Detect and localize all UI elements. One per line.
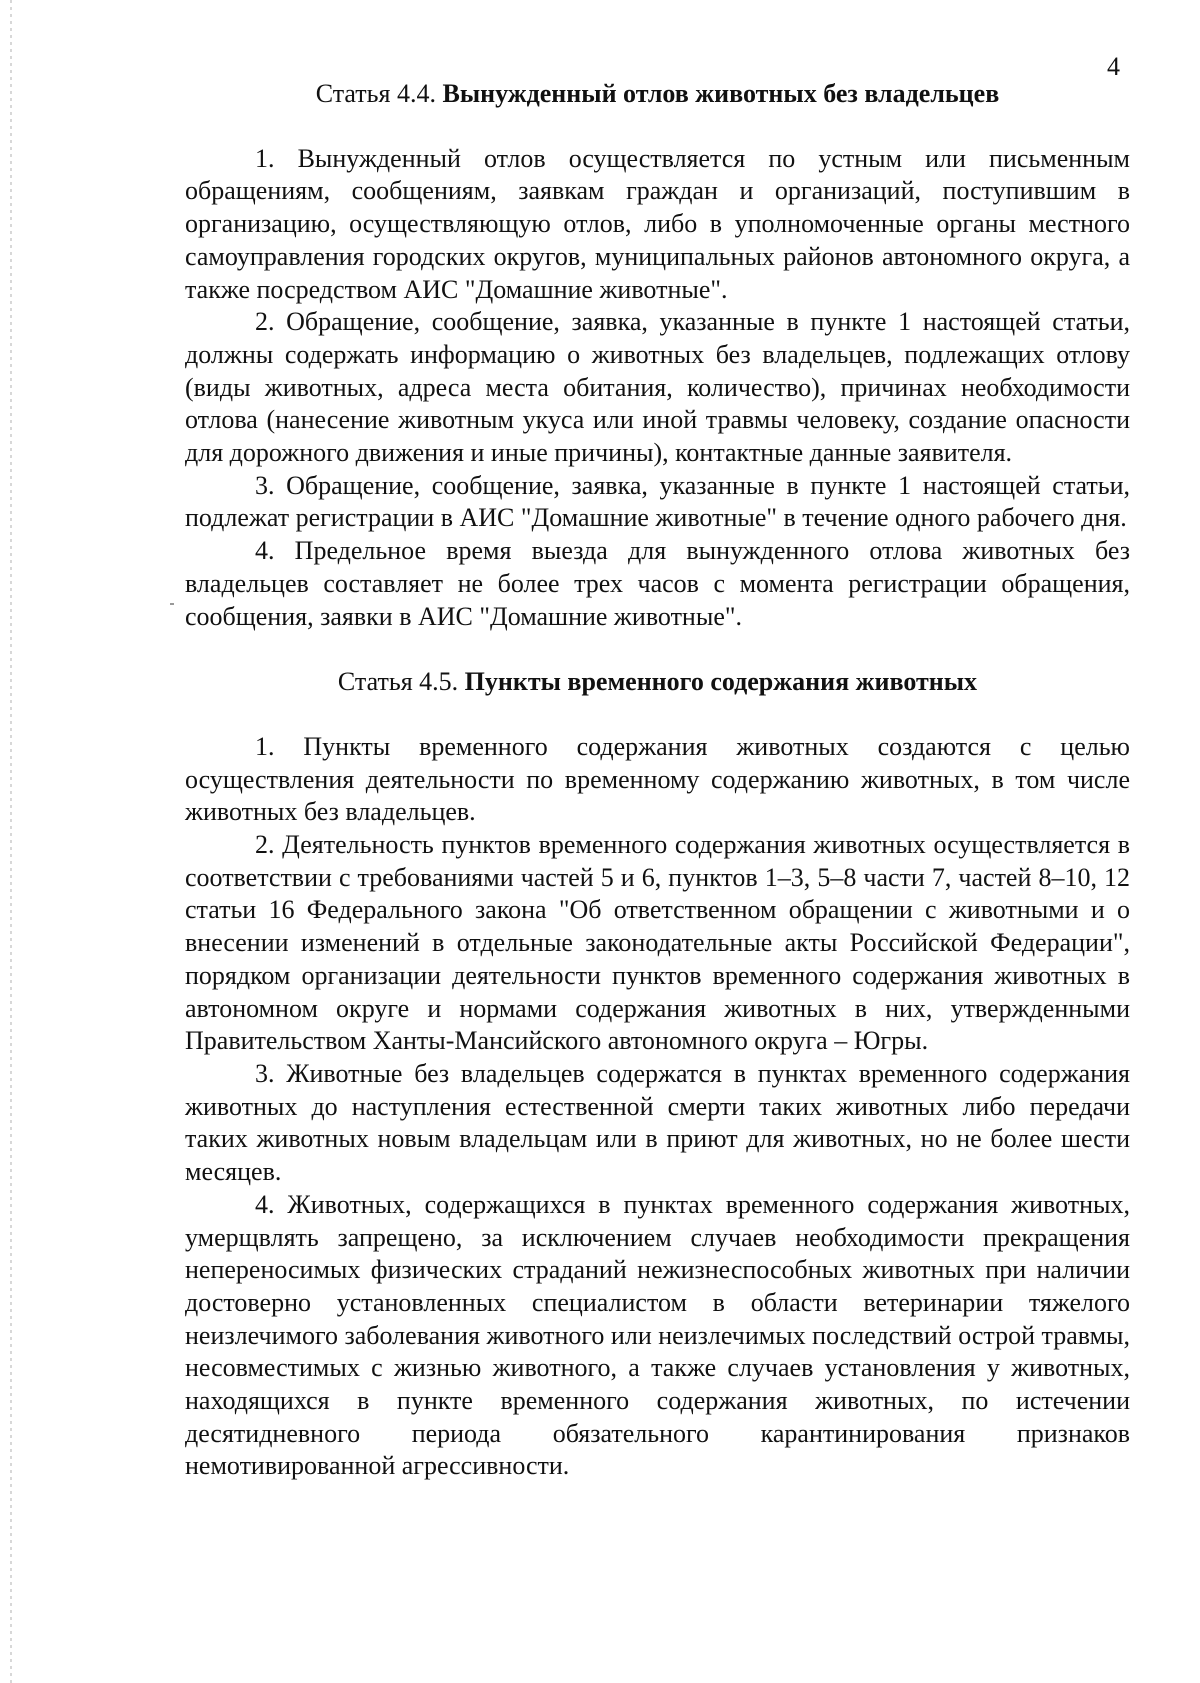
- page-number: 4: [1107, 52, 1120, 81]
- article-4-5-heading: [185, 666, 1130, 699]
- scan-edge-artifact: [10, 0, 12, 1683]
- article-4-4-heading-title: Вынужденный отлов животных без владельцев: [442, 79, 1000, 108]
- article-4-4-paragraph-3: 3. Обращение, сообщение, заявка, указанные в пункте 1 настоящей статьи, подлежат регистрации в АИС "Домашние животные" в течение одного рабочего дня.: [185, 470, 1130, 533]
- article-4-4-heading-prefix: Статья 4.4.: [315, 79, 436, 108]
- article-4-4-paragraph-1: 1. Вынужденный отлов осуществляется по устным или письменным обращениям, сообщениям, заявкам граждан и организаций, поступившим в организацию, осуществляющую отлов, либо в уполномоченные органы местного самоуправления городских округов, муниципальных районов автономного округа, а также посредством АИС "Домашние животные".: [185, 143, 1130, 304]
- article-4-4-heading: [185, 78, 1130, 111]
- article-4-4-paragraph-4: 4. Предельное время выезда для вынужденного отлова животных без владельцев составляет не более трех часов с момента регистрации обращения, сообщения, заявки в АИС "Домашние животные".: [185, 536, 1130, 631]
- article-4-4-paragraph-2: 2. Обращение, сообщение, заявка, указанные в пункте 1 настоящей статьи, должны содержать информацию о животных без владельцев, подлежащих отлову (виды животных, адреса места обитания, количество), причинах необходимости отлова (нанесение животным укуса или иной травмы человеку, создание опасности для дорожного движения и иные причины), контактные данные заявителя.: [185, 307, 1130, 468]
- article-4-5-paragraph-3: 3. Животные без владельцев содержатся в пунктах временного содержания животных до наступления естественной смерти таких животных либо передачи таких животных новым владельцам или в приют для животных, но не более шести месяцев.: [185, 1058, 1130, 1187]
- article-4-5-heading-prefix: Статья 4.5.: [337, 667, 459, 697]
- article-4-5-paragraph-1: 1. Пункты временного содержания животных создаются с целью осуществления деятельности по временному содержанию животных, в том числе животных без владельцев.: [185, 731, 1130, 827]
- article-4-5-heading-title: Пункты временного содержания животных: [464, 667, 978, 697]
- article-4-5-paragraph-4: 4. Животных, содержащихся в пунктах временного содержания животных, умерщвлять запрещено, за исключением случаев необходимости прекращения непереносимых физических страданий нежизнеспособных животных при наличии достоверно установленных специалистом в области ветеринарии тяжелого неизлечимого заболевания животного или неизлечимых последствий острой травмы, несовместимых с жизнью животного, а также случаев установления у животных, находящихся в пункте временного содержания животных, по истечении десятидневного периода обязательного карантинирования признаков немотивированной агрессивности.: [185, 1189, 1130, 1481]
- document-body: [185, 78, 1130, 1483]
- scan-speck-artifact: [170, 603, 174, 605]
- article-4-5-paragraph-2: 2. Деятельность пунктов временного содержания животных осуществляется в соответствии с требованиями частей 5 и 6, пунктов 1–3, 5–8 части 7, частей 8–10, 12 статьи 16 Федерального закона "Об ответственном обращении с животными и о внесении изменений в отдельные законодательные акты Российской Федерации", порядком организации деятельности пунктов временного содержания животных в автономном округе и нормами содержания животных в них, утвержденными Правительством Ханты-Мансийского автономного округа – Югры.: [185, 830, 1130, 1056]
